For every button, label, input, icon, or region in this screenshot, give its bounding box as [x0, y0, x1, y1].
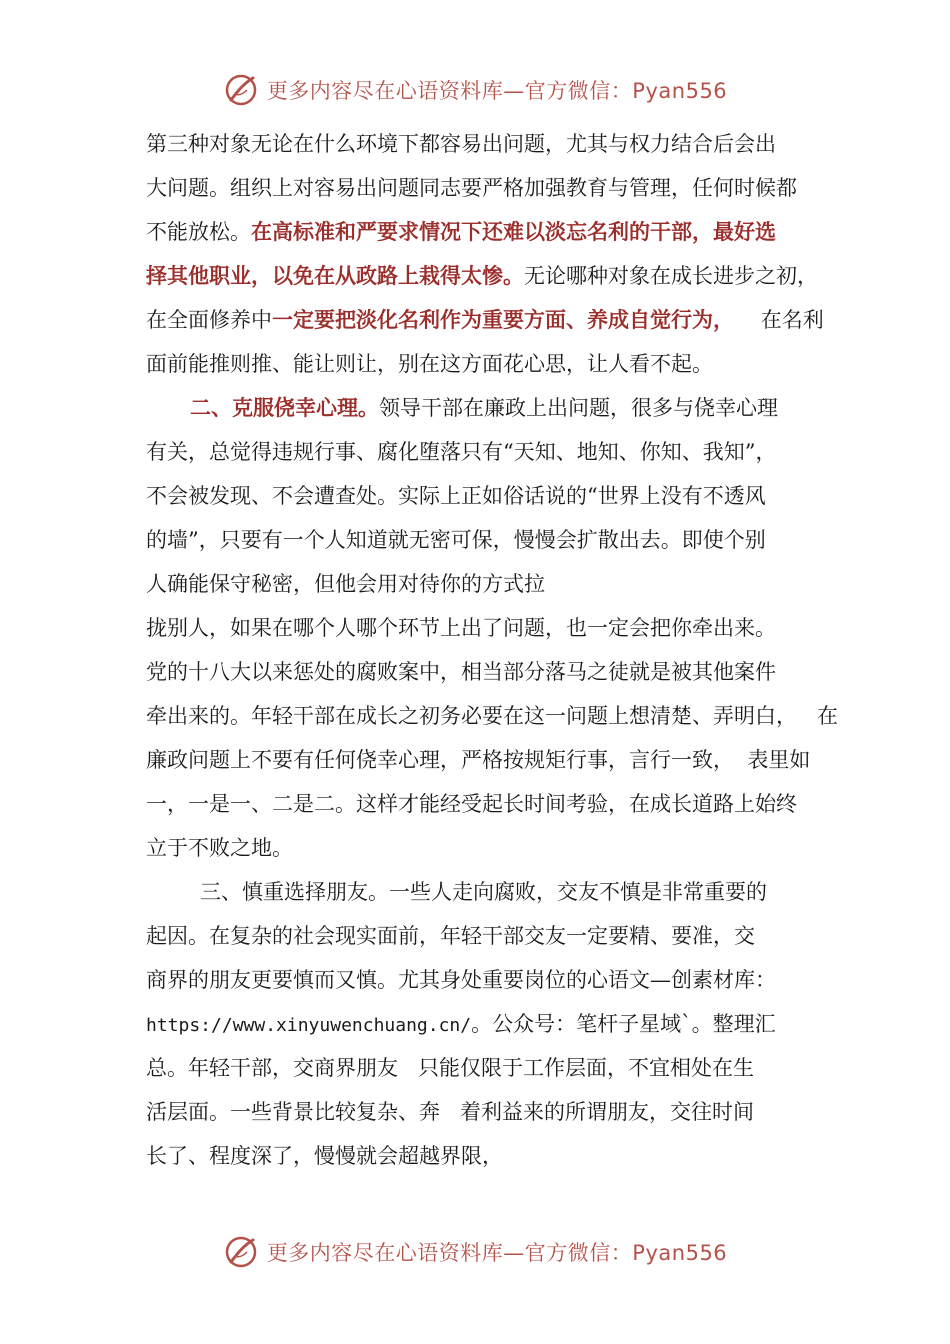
text-line: 牵出来的。年轻干部在成长之初务必要在这一问题上想清楚、弄明白， 在: [146, 704, 839, 728]
text-line: 二、克服侥幸心理。领导干部在廉政上出问题，很多与侥幸心理: [190, 395, 778, 420]
text-line: 在全面修养中一定要把淡化名利作为重要方面、养成自觉行为， 在名利: [146, 307, 824, 332]
text-line: 党的十八大以来惩处的腐败案中，相当部分落马之徒就是被其他案件: [146, 660, 776, 684]
text-line: 立于不败之地。: [146, 836, 293, 860]
text-line: 有关，总觉得违规行事、腐化堕落只有“天知、地知、你知、我知”，: [146, 440, 777, 464]
text-line: 起因。在复杂的社会现实面前，年轻干部交友一定要精、要准，交: [146, 924, 755, 948]
text-line: 活层面。一些背景比较复杂、奔 着利益来的所谓朋友，交往时间: [146, 1100, 755, 1124]
emphasis-text: 择其他职业，以免在从政路上栽得太惨。: [146, 263, 524, 288]
brush-logo-icon: [223, 72, 259, 108]
header-banner-text: 更多内容尽在心语资料库—官方微信：Pyan556: [266, 79, 728, 103]
text-line: 商界的朋友更要慎而又慎。尤其身处重要岗位的心语文—创素材库：: [146, 968, 776, 992]
footer-banner: [0, 1232, 950, 1272]
emphasis-text: 在高标准和严要求情况下还难以淡忘名利的干部，最好选: [251, 219, 776, 244]
brush-logo-icon: [223, 1234, 259, 1270]
text-line: 长了、程度深了，慢慢就会超越界限，: [146, 1144, 503, 1168]
footer-banner-text: 更多内容尽在心语资料库—官方微信：Pyan556: [266, 1241, 728, 1265]
text-line: 廉政问题上不要有任何侥幸心理，严格按规矩行事，言行一致， 表里如: [146, 748, 811, 772]
text-line: [146, 870, 816, 914]
text-line: 不会被发现、不会遭查处。实际上正如俗话说的“世界上没有不透风: [146, 484, 766, 508]
text-line: https://www.xinyuwenchuang.cn/。公众号：笔杆子星域`。整理汇: [146, 1012, 776, 1036]
text-line: 的墙”，只要有一个人知道就无密可保，慢慢会扩散出去。即使个别: [146, 528, 766, 552]
text-line: 人确能保守秘密，但他会用对待你的方式拉: [146, 572, 545, 596]
section-heading: 三、慎重选择朋友。一些人走向腐败，交友不慎是非常重要的: [200, 880, 767, 904]
url-text: https://www.xinyuwenchuang.cn/: [146, 1015, 472, 1036]
text-line: 第三种对象无论在什么环境下都容易出问题，尤其与权力结合后会出: [146, 132, 776, 156]
text-line: 不能放松。在高标准和严要求情况下还难以淡忘名利的干部，最好选: [146, 219, 776, 244]
section-heading: 二、克服侥幸心理。: [190, 395, 379, 420]
text-line: 择其他职业，以免在从政路上栽得太惨。无论哪种对象在成长进步之初，: [146, 263, 818, 288]
emphasis-text: 一定要把淡化名利作为重要方面、养成自觉行为，: [272, 307, 734, 332]
text-line: 大问题。组织上对容易出问题同志要严格加强教育与管理，任何时候都: [146, 176, 797, 200]
text-line: 面前能推则推、能让则让，别在这方面花心思，让人看不起。: [146, 352, 713, 376]
header-banner: [0, 70, 950, 110]
text-line: 拢别人，如果在哪个人哪个环节上出了问题，也一定会把你牵出来。: [146, 616, 776, 640]
text-line: 总。年轻干部，交商界朋友 只能仅限于工作层面，不宜相处在生: [146, 1056, 755, 1080]
text-line: 一，一是一、二是二。这样才能经受起长时间考验，在成长道路上始终: [146, 792, 797, 816]
document-body: [146, 122, 839, 1178]
